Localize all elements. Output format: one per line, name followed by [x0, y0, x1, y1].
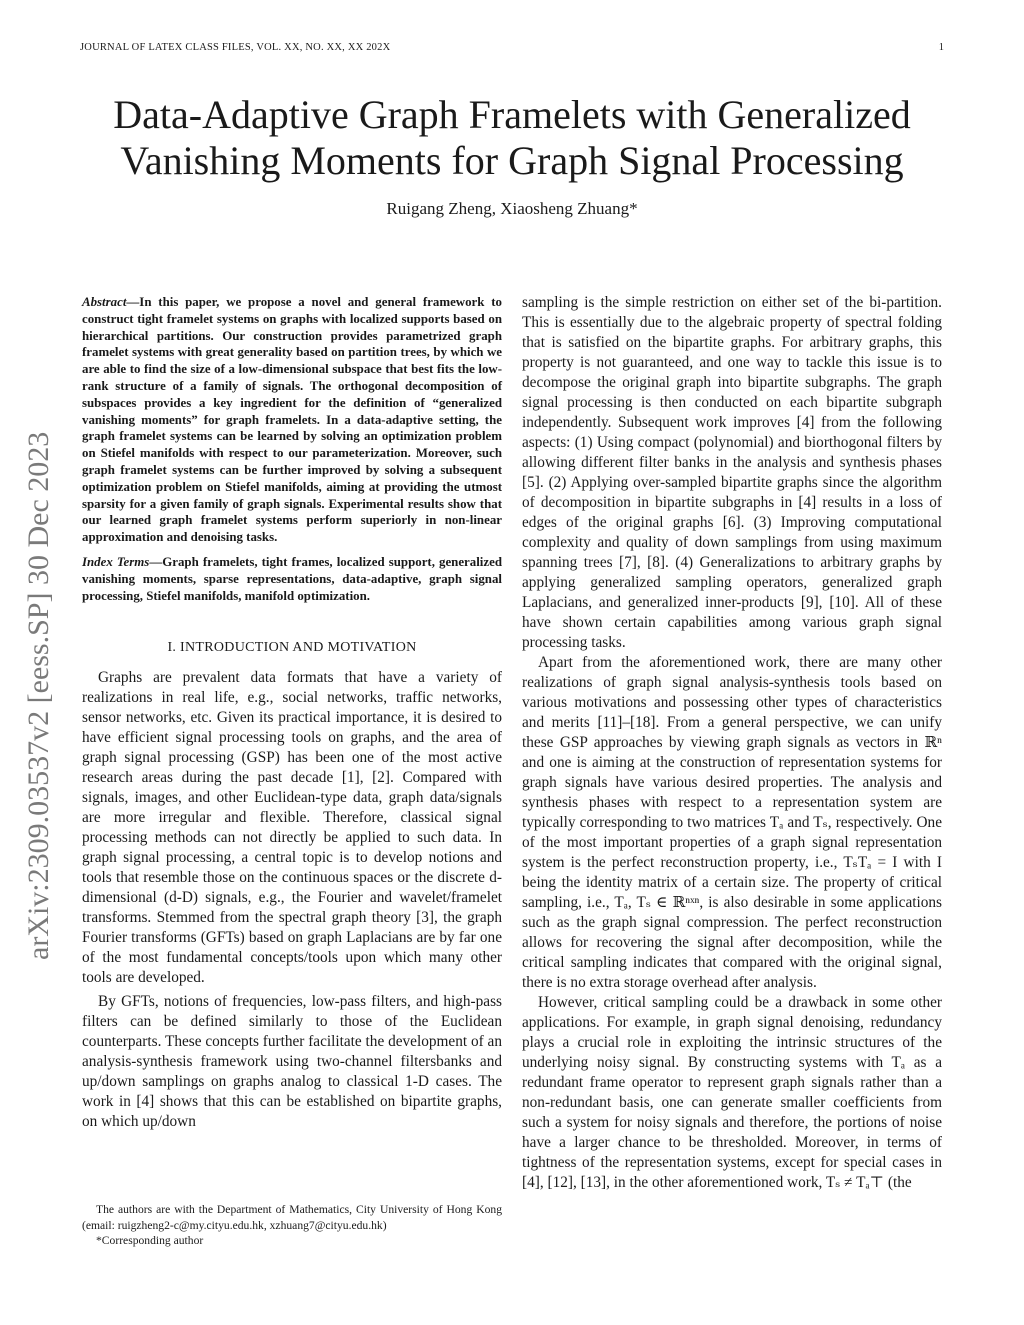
abstract — [82, 294, 502, 546]
arxiv-stamp — [20, 345, 62, 960]
paper-title — [40, 92, 984, 184]
footnote-corresponding: *Corresponding author — [96, 1234, 204, 1247]
right-paragraph-3: However, critical sampling could be a drawback in some other applications. For example, in graph signal denoising, redundancy plays a crucial role in exploiting the intrinsic structures of the underlying noisy signal. By constructing systems with Tₐ as a redundant frame operator to represent graph signals rather than a non-redundant basis, one can generate smaller coefficients from such a system for noisy signals and therefore, the portions of noise have a larger chance to be thresholded. Moreover, in terms of tightness of the representation systems, except for special cases in [4], [12], [13], in the other aforementioned work, Tₛ ≠ Tₐ⊤ (the — [522, 994, 942, 1191]
right-column — [522, 293, 942, 1193]
running-header: JOURNAL OF LATEX CLASS FILES, VOL. XX, NO. XX, XX 202X — [80, 42, 391, 53]
right-paragraph-2: Apart from the aforementioned work, there are many other realizations of graph signal analysis-synthesis tools based on various motivations and possessing other types of characteristics and merits [11]–[18]. From a general perspective, we can unify these GSP approaches by viewing graph signals as vectors in ℝⁿ and one is aiming at the construction of representation systems for graph signals have various desired properties. The analysis and synthesis phases with respect to a representation system are typically corresponding to two matrices Tₐ and Tₛ, respectively. One of the most important properties of a graph signal representation system is the perfect reconstruction property, i.e., TₛTₐ = I with I being the identity matrix of a certain size. The property of critical sampling, i.e., Tₐ, Tₛ ∈ ℝⁿˣⁿ, is also desirable in some applications such as the graph signal compression. The perfect reconstruction allows for recovering the signal after decomposition, while the critical sampling indicates that compared with the original signal, there is no extra storage overhead after analysis. — [522, 654, 942, 991]
title-line-1: Data-Adaptive Graph Framelets with Generalized — [113, 92, 911, 137]
index-terms-text: —Graph framelets, tight frames, localized support, generalized vanishing moments, sparse representations, data-adaptive, graph signal processing, Stiefel manifolds, manifold optimization. — [82, 554, 502, 603]
abstract-text: —In this paper, we propose a novel and general framework to construct tight framelet systems on graphs with localized supports based on hierarchical partitions. Our construction provides parametrized graph framelet systems with great generality based on partition trees, by which we are able to find the size of a low-dimensional subspace that best fits the low-rank structure of a family of signals. The orthogonal decomposition of subspaces provides a key ingredient for the definition of “generalized vanishing moments” for graph framelets. In a data-adaptive setting, the graph framelet systems can be learned by solving an optimization problem on Stiefel manifolds with respect to our parameterization. Moreover, such graph framelet systems can be further improved by solving a subsequent optimization problem on Stiefel manifolds, aiming at providing the utmost sparsity for a given family of graph signals. Experimental results show that our learned graph framelet systems perform superiorly in non-linear approximation and denoising tasks. — [82, 295, 502, 545]
author-list: Ruigang Zheng, Xiaosheng Zhuang* — [386, 199, 638, 218]
title-line-2: Vanishing Moments for Graph Signal Processing — [120, 138, 904, 183]
index-terms — [82, 554, 502, 604]
index-terms-label: Index Terms — [82, 554, 150, 569]
footnote — [82, 1202, 502, 1249]
intro-paragraph-1: Graphs are prevalent data formats that have a variety of realizations in real life, e.g., social networks, traffic networks, sensor networks, etc. Given its practical importance, it is desired to have efficient signal processing tools on graphs, and the area of graph signal processing (GSP) has been one of the most active research areas during the past decade [1], [2]. Compared with signals, images, and other Euclidean-type data, graph data/signals are more irregular and flexible. Therefore, classical signal processing methods can not directly be applied to such data. In graph signal processing, a central topic is to develop notions and tools that resemble those on the continuous spaces or the discrete d-dimensional (d-D) signals, e.g., the Fourier and wavelet/framelet transforms. Stemmed from the spectral graph theory [3], the graph Fourier transforms (GFTs) based on graph Laplacians are by far one of the most fundamental concepts/tools upon which many other tools are developed. — [82, 669, 502, 987]
arxiv-stamp-text: arXiv:2309.03537v2 [eess.SP] 30 Dec 2023 — [22, 431, 55, 960]
page-number: 1 — [938, 42, 944, 53]
left-column — [82, 294, 502, 1132]
footnote-affiliation: The authors are with the Department of Mathematics, City University of Hong Kong (email: ruigzheng2-c@my.cityu.edu.hk, xzhuang7@cityu.edu.hk) — [82, 1203, 502, 1232]
section-heading: I. INTRODUCTION AND MOTIVATION — [167, 640, 417, 656]
right-paragraph-1: sampling is the simple restriction on either set of the bi-partition. This is essentially due to the algebraic property of spectral folding that is satisfied on the bipartite graphs. For arbitrary graphs, this property is not guaranteed, and one way to tackle this issue is to decompose the original graph into bipartite subgraphs. The graph signal processing is then conducted on each bipartite subgraph independently. Subsequent work improves [4] from the following aspects: (1) Using compact (polynomial) and biorthogonal filters by allowing different filter banks in the analysis and synthesis phases [5]. (2) Applying over-sampled bipartite graphs since the algorithm of decomposition in bipartite subgraphs in [4] results in a loss of edges of the original graphs [6]. (3) Improving computational complexity and quality of down samplings from using maximum spanning trees [7], [8]. (4) Generalizations to arbitrary graphs by applying generalized sampling operators, generalized graph Laplacians, and generalized inner-products [9], [10]. All of these have shown certain capabilities among various graph signal processing tasks. — [522, 294, 942, 651]
abstract-label: Abstract — [82, 295, 127, 309]
intro-paragraph-2: By GFTs, notions of frequencies, low-pass filters, and high-pass filters can be defined similarly to those of the Euclidean counterparts. These concepts further facilitate the development of an analysis-synthesis framework using two-channel filtersbanks and up/down samplings on graphs analog to classical 1-D cases. The work in [4] shows that this can be established on bipartite graphs, on which up/down — [82, 993, 502, 1131]
